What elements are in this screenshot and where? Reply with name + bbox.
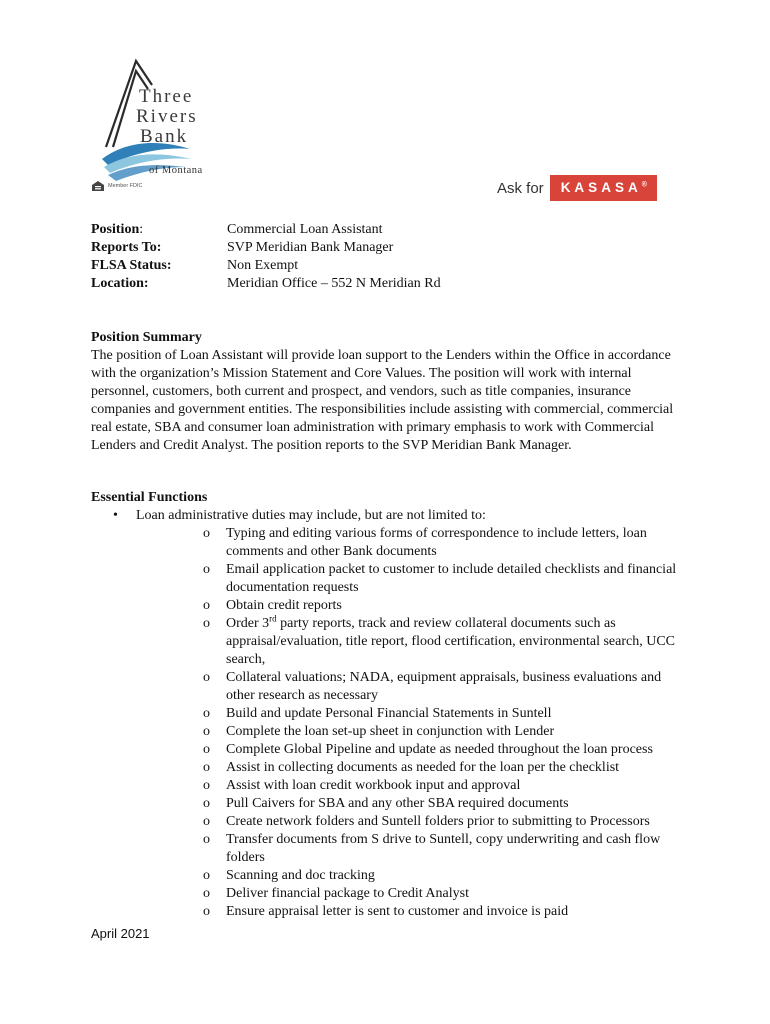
duty-text: Typing and editing various forms of correspondence to include letters, loan comments and other Bank documents [226, 526, 647, 559]
duty-text: Assist in collecting documents as needed for the loan per the checklist [226, 760, 620, 775]
list-item [136, 615, 691, 669]
duty-text: Ensure appraisal letter is sent to customer and invoice is paid [226, 904, 569, 919]
list-item [136, 867, 691, 885]
list-item [136, 813, 691, 831]
list-item [136, 903, 691, 921]
member-fdic-label: Member FDIC [108, 183, 143, 189]
sub-bullet-marker: o [203, 562, 210, 577]
kasasa-label: KASASA [560, 180, 642, 195]
sub-bullet-marker: o [203, 814, 210, 829]
list-item [136, 741, 691, 759]
location-label: Location: [91, 276, 149, 291]
list-item [136, 831, 691, 867]
list-item [136, 759, 691, 777]
flsa-status-label: FLSA Status: [91, 258, 172, 273]
essential-functions-section [91, 489, 691, 921]
list-item [136, 669, 691, 705]
sub-bullet-marker: o [203, 832, 210, 847]
list-item [136, 561, 691, 597]
position-summary-section [91, 329, 691, 455]
duty-text-order-prefix: Order 3 [226, 616, 270, 631]
list-item [136, 705, 691, 723]
info-row-location [91, 275, 441, 293]
kasasa-registered-mark: ® [641, 181, 647, 189]
position-label-text: Position [91, 222, 140, 237]
loan-duties-bullet-text: Loan administrative duties may include, but are not limited to: [136, 508, 486, 523]
duty-text-order-superscript: rd [269, 613, 277, 624]
duty-text: Build and update Personal Financial Statements in Suntell [226, 706, 552, 721]
ask-for-label: Ask for [497, 179, 544, 197]
logo-name-line2: Rivers [136, 106, 198, 127]
duty-text: Deliver financial package to Credit Analyst [226, 886, 469, 901]
sub-bullet-marker: o [203, 670, 210, 685]
position-summary-text: The position of Loan Assistant will provide loan support to the Lenders within the Office in accordance with the organization’s Mission Statement and Core Values. The position will work with internal personnel, customers, both current and prospect, and vendors, such as title companies, insurance companies and government entities. The responsibilities include assisting with commercial, commercial real estate, SBA and consumer loan administration with primary emphasis to work with Commercial Lenders and Credit Analyst. The position reports to the SVP Meridian Bank Manager. [91, 348, 674, 453]
sub-bullet-marker: o [203, 868, 210, 883]
sub-bullet-marker: o [203, 598, 210, 613]
kasasa-badge [550, 175, 657, 201]
reports-to-value: SVP Meridian Bank Manager [227, 240, 394, 255]
duty-text: Scanning and doc tracking [226, 868, 375, 883]
list-item [136, 885, 691, 903]
position-value: Commercial Loan Assistant [227, 222, 383, 237]
sub-bullet-marker: o [203, 724, 210, 739]
position-label [91, 221, 227, 239]
reports-to-label: Reports To: [91, 240, 162, 255]
duty-text: Email application packet to customer to include detailed checklists and financial documentation requests [226, 562, 677, 595]
sub-bullet-marker: o [203, 760, 210, 775]
duty-text: Complete the loan set-up sheet in conjunction with Lender [226, 724, 555, 739]
flsa-status-value: Non Exempt [227, 258, 299, 273]
sub-bullet-marker: o [203, 796, 210, 811]
logo-region: of Montana [149, 165, 203, 176]
sub-bullet-marker: o [203, 778, 210, 793]
duty-text: Complete Global Pipeline and update as needed throughout the loan process [226, 742, 653, 757]
sub-bullet-marker: o [203, 886, 210, 901]
essential-functions-list [91, 507, 691, 921]
position-label-colon: : [139, 222, 144, 237]
sub-bullet-marker: o [203, 706, 210, 721]
location-value: Meridian Office – 552 N Meridian Rd [227, 276, 441, 291]
list-item [136, 723, 691, 741]
footer-date: April 2021 [91, 926, 150, 941]
list-item [136, 777, 691, 795]
list-item [91, 507, 691, 921]
duty-text: Assist with loan credit workbook input and approval [226, 778, 521, 793]
ask-for-kasasa-logo [497, 174, 657, 202]
logo-name-line1: Three [139, 86, 194, 107]
duty-text: Transfer documents from S drive to Suntell, copy underwriting and cash flow folders [226, 832, 661, 865]
equal-housing-lender-icon [92, 181, 104, 191]
sub-bullet-marker: o [203, 526, 210, 541]
duty-text: Collateral valuations; NADA, equipment appraisals, business evaluations and other research as necessary [226, 670, 662, 703]
sub-bullet-marker: o [203, 742, 210, 757]
essential-functions-heading: Essential Functions [91, 490, 208, 505]
info-row-reports-to [91, 239, 441, 257]
logo-name-line3: Bank [140, 126, 189, 147]
job-info-table [91, 221, 441, 293]
info-row-position [91, 221, 441, 239]
duty-text: Obtain credit reports [226, 598, 342, 613]
duty-text: Pull Caivers for SBA and any other SBA required documents [226, 796, 569, 811]
loan-duties-sublist [136, 525, 691, 921]
duty-text: Create network folders and Suntell folders prior to submitting to Processors [226, 814, 650, 829]
list-item [136, 525, 691, 561]
duty-text-order-suffix: party reports, track and review collateral documents such as appraisal/evaluation, title report, flood certification, environmental search, UCC search, [226, 616, 676, 667]
list-item [136, 795, 691, 813]
sub-bullet-marker: o [203, 904, 210, 919]
info-row-flsa-status [91, 257, 441, 275]
sub-bullet-marker: o [203, 616, 210, 631]
list-item [136, 597, 691, 615]
position-summary-heading: Position Summary [91, 330, 202, 345]
